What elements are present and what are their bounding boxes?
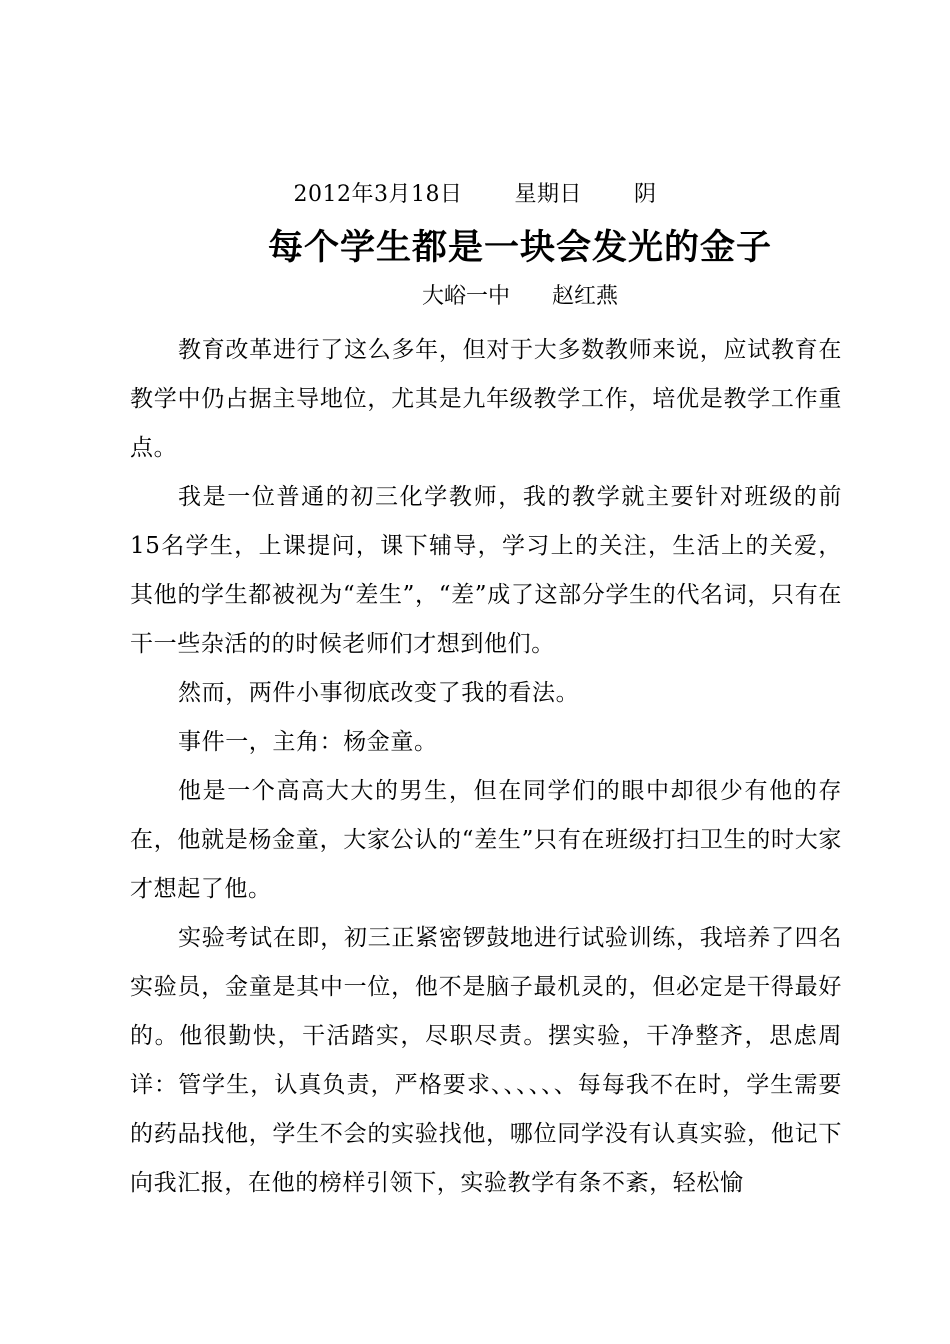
paragraph: 教育改革进行了这么多年，但对于大多数教师来说，应试教育在教学中仍占据主导地位，尤其是九年级教学工作，培优是教学工作重点。 [130, 337, 842, 461]
paragraph: 他是一个高高大大的男生，但在同学们的眼中却很少有他的存在，他就是杨金童，大家公认的“差生”只有在班级打扫卫生的时大家才想起了他。 [130, 778, 842, 902]
paragraph: 实验考试在即，初三正紧密锣鼓地进行试验训练，我培养了四名实验员，金童是其中一位，他不是脑子最机灵的，但必定是干得最好的。他很勤快，干活踏实，尽职尽责。摆实验，干净整齐，思虑周详：管学生，认真负责，严格要求、、、、、、每每我不在时，学生需要的药品找他，学生不会的实验找他，哪位同学没有认真实验，他记下向我汇报，在他的榜样引领下，实验教学有条不紊，轻松愉 [130, 925, 842, 1196]
weekday-text: 星期日 [514, 182, 582, 207]
school-name: 大峪一中 [421, 284, 510, 309]
paragraph: 我是一位普通的初三化学教师，我的教学就主要针对班级的前15名学生，上课提问，课下辅导，学习上的关注，生活上的关爱，其他的学生都被视为“差生”，“差”成了这部分学生的代名词，只有在干一些杂活的的时候老师们才想到他们。 [130, 484, 842, 657]
weather-text: 阴 [633, 182, 657, 207]
paragraph: 然而，两件小事彻底改变了我的看法。 [178, 680, 580, 706]
date-line [0, 180, 950, 210]
document-title: 每个学生都是一块会发光的金子 [267, 227, 772, 268]
body-text [130, 326, 842, 1208]
author-name: 赵红燕 [552, 284, 619, 309]
paragraph: 事件一，主角：杨金童。 [178, 729, 438, 755]
byline [100, 282, 940, 312]
date-text: 2012年3月18日 [293, 182, 463, 207]
